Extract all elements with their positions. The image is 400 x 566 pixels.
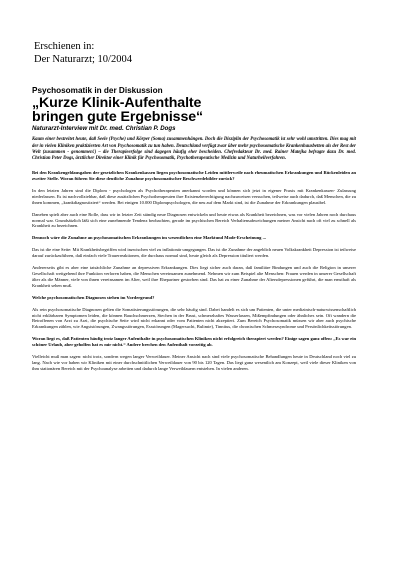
headline-line-2: bringen gute Ergebnisse“	[32, 109, 204, 126]
publication-label: Erschienen in:	[34, 41, 95, 52]
headline-line-1: „Kurze Klinik-Aufenthalte	[32, 95, 202, 111]
publication-info	[34, 41, 132, 66]
interview-answer: In den letzten Jahren sind die Diplom - psychologen als Psychotherapeuten anerkannt worden und können sich jetzt in eigener Praxis mit Krankenkassen- Zulassung niederlassen. Es ist nachvollziehbar, daß diese zusätzlichen Psychotherapeuten ihre Existenzberechtigung nachzuweisen versuchen, teilweise auch dadurch, daß Menschen, die zu ihnen kommen, „krankdiagnostiziert“ werden. Bei einigen 10.000 Diplompsychologen, die neu auf dem Markt sind, ist die Zunahme der Erkrankungen plausibel.	[32, 187, 356, 205]
article-byline: Naturarzt-Interview mit Dr. med. Christian P. Dogs	[32, 124, 176, 132]
interview-answer: Daneben spielt aber auch eine Rolle, dass wir in letzter Zeit ständig neue Diagnosen entwickeln und heute etwas als Krankheit bezeichnen, was vor vielen Jahren noch durchaus normal war. Grundsätzlich läßt sich eine zunehmende Tendenz beobachten, gerade im psychischen Bereich Verhaltensabweichungen meiner Ansicht nach oft viel zu schnell als Krankheit zu bezeichnen.	[32, 211, 356, 229]
interview-question: Bei den Krankengeldausgaben der gesetzlichen Krankenkassen liegen psychosomatische Leiden mittlerweile nach rheumatischen Erkrankungen und Rückenleiden an zweiter Stelle. Woran führen Sie diese deutliche Zunahme psychosomatischer Beschwerdebilder zurück?	[32, 170, 356, 182]
interview-answer: Das ist die eine Seite: Mit Krankheitsbegriffen wird inzwischen viel zu inflationär umgegangen. Das ist die Zunahme der angeblich neuen Volkskrankheit Depression ist teilweise darauf zurückzuführen, daß einfach viele Trauerreaktionen, die durchaus normal sind, heute gleich als Depression tituliert werden.	[32, 247, 357, 259]
interview-answer: Vielleicht muß man sagen: nicht trotz, sondern wegen langer Verweildauer. Meiner Ansicht nach sind viele psychosomatische Behandlungen heute in Deutschland noch viel zu lang. Nach wie vor haben wir Kliniken mit einer durchschnittlichen Verweildauer von 90 bis 120 Tagen. Das liegt ganz wesentlich am Konzept, weil viele dieser Kliniken von ihm stationären Bereich mit der Psychoanalyse arbeiten und dadurch lange Verweildauern entstehen. In vielen anderen.	[32, 354, 356, 371]
interview-answer: Andererseits gibt es aber eine tatsächliche Zunahme an depressiven Erkrankungen. Dies liegt sicher auch daran, daß familiäre Bindungen und auch die Religion in unserer Gesellschaft weitgehend ihre Funktion verloren haben, die Menschen vereinsamen zunehmend. Nehmen wir zum Beispiel alte Menschen: Frauen werden in unserer Gesellschaft älter als die Männer, viele von ihnen vereinsamen im Alter, weil ihre Ehepartner gestorben sind. Das hat zu einer Zunahme der Altersdepressionen geführt, die man ernsthaft als Krankheit sehen muß.	[32, 265, 356, 288]
article	[32, 86, 356, 378]
interview-answer: Als rein psychosomatische Diagnosen gelten die Somatisierungsstörungen, die sehr häufig sind. Dabei handelt es sich um Patienten, die unter medizinisch-naturwissenschaftlich nicht erklärbaren Symptomen leiden, die können Bauchschmerzen, Stechen in der Brust, schmerzhaftes Wasserlassen, Mißempfindungen oder ähnliches sein. Oft wandern die Betroffenen von Arzt zu Arzt, die psychische Seite wird nicht erkannt oder vom Patienten nicht akzeptiert. Zum Bereich Psychosomatik müssen wir aber auch psychische Erkrankungen zählen, wie Angststörungen, Zwangsstörungen, Essstörungen (Magersucht, Bulimie), Tinnitus, die chronischen Schmerzsyndrome und Persönlichkeitsstörungen.	[32, 306, 356, 330]
publication-source: Der Naturarzt; 10/2004	[34, 53, 132, 65]
interview-question: Woran liegt es, daß Patienten häufig trotz langer Aufenthalte in psychosomatischen Kliniken nicht erfolgreich therapiert werden? Einige sagen ganz offen: „Es war ein schöner Urlaub, aber geholfen hat es mir nicht.“ Andere brechen den Aufenthalt vorzeitig ab.	[32, 336, 356, 348]
interview-question: Dennoch wäre die Zunahme an psychosomatischen Erkrankungen im wesentlichen eine Marktund Mode-Erscheinung ...	[32, 235, 266, 241]
article-lead: Kaum einer bestreitet heute, daß Seele (Psyche) und Körper (Soma) zusammenhängen. Doch die Disziplin der Psychosomatik ist sehr wohl umstritten. Dies mag mit der in vielen Kliniken praktizierten Art von Psychosomatik zu tun haben. Deutschland verfügt zwar über mehr psychosomatische Krankenhausbetten als der Rest der Welt (zusammen - genommen!) – die Therapieerfolge sind dagegen häufig eher bescheiden. Chefredakteur Dr. med. Rainer Matejka befragte dazu Dr. med. Christian Peter Dogs, ärztlicher Direktor einer Klinik für Psychosomatik, Psychotherapeutische Medizin und Naturheilverfahren.	[32, 137, 356, 161]
article-kicker: Psychosomatik in der Diskussion	[32, 86, 163, 95]
article-headline	[32, 96, 356, 125]
interview-question: Welche psychosomatischen Diagnosen stehen im Vordergrund?	[32, 294, 155, 300]
